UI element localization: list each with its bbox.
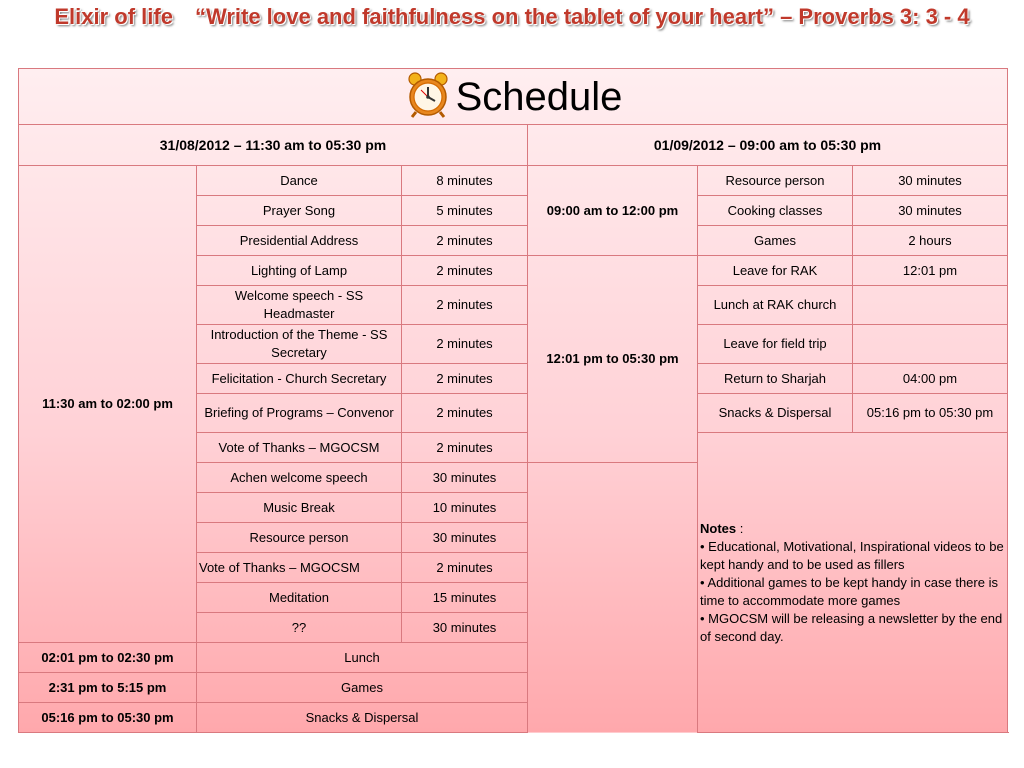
day2-duration: 30 minutes bbox=[853, 196, 1008, 226]
day1-duration: 30 minutes bbox=[402, 613, 528, 643]
day1-duration: 2 minutes bbox=[402, 325, 528, 364]
day1-duration: 2 minutes bbox=[402, 256, 528, 286]
day1-event: Felicitation - Church Secretary bbox=[197, 364, 402, 394]
day1-duration: 2 minutes bbox=[402, 286, 528, 325]
notes-panel bbox=[698, 433, 1008, 733]
day1-duration: 2 minutes bbox=[402, 553, 528, 583]
schedule-table bbox=[18, 68, 1008, 733]
day2-duration: 05:16 pm to 05:30 pm bbox=[853, 394, 1008, 433]
notes-item: • MGOCSM will be releasing a newsletter by the end of second day. bbox=[700, 610, 1003, 644]
day2-event: Lunch at RAK church bbox=[698, 286, 853, 325]
day2-duration: 12:01 pm bbox=[853, 256, 1008, 286]
day1-duration: 15 minutes bbox=[402, 583, 528, 613]
day1-duration: 5 minutes bbox=[402, 196, 528, 226]
day1-afternoon-time: 05:16 pm to 05:30 pm bbox=[19, 703, 197, 733]
day2-event: Resource person bbox=[698, 166, 853, 196]
day1-duration: 2 minutes bbox=[402, 433, 528, 463]
day1-duration: 8 minutes bbox=[402, 166, 528, 196]
day2-duration bbox=[853, 286, 1008, 325]
day1-duration: 2 minutes bbox=[402, 394, 528, 433]
day1-event: Achen welcome speech bbox=[197, 463, 402, 493]
day1-event: Briefing of Programs – Convenor bbox=[197, 394, 402, 433]
day1-afternoon-event: Games bbox=[197, 673, 528, 703]
day2-morning-time: 09:00 am to 12:00 pm bbox=[528, 166, 698, 256]
day1-event: Vote of Thanks – MGOCSM bbox=[197, 433, 402, 463]
day2-event: Leave for field trip bbox=[698, 325, 853, 364]
day2-duration bbox=[853, 325, 1008, 364]
day1-afternoon-time: 02:01 pm to 02:30 pm bbox=[19, 643, 197, 673]
day1-duration: 2 minutes bbox=[402, 364, 528, 394]
day1-afternoon-event: Lunch bbox=[197, 643, 528, 673]
day2-event: Leave for RAK bbox=[698, 256, 853, 286]
day1-event: Meditation bbox=[197, 583, 402, 613]
day1-event: Prayer Song bbox=[197, 196, 402, 226]
banner-right-text: “Write love and faithfulness on the tablet of your heart” – Proverbs 3: 3 - 4 bbox=[194, 4, 970, 29]
day1-event: Music Break bbox=[197, 493, 402, 523]
day2-duration: 04:00 pm bbox=[853, 364, 1008, 394]
day1-event: Presidential Address bbox=[197, 226, 402, 256]
day1-event: Lighting of Lamp bbox=[197, 256, 402, 286]
notes-item: • Educational, Motivational, Inspirational videos to be kept handy and to be used as fillers bbox=[700, 538, 1004, 572]
day1-block-time: 11:30 am to 02:00 pm bbox=[19, 166, 197, 643]
day2-event: Return to Sharjah bbox=[698, 364, 853, 394]
day2-afternoon-time: 12:01 pm to 05:30 pm bbox=[528, 256, 698, 463]
notes-heading: Notes bbox=[700, 520, 737, 536]
day1-header: 31/08/2012 – 11:30 am to 05:30 pm bbox=[19, 125, 528, 166]
notes-colon: : bbox=[736, 520, 744, 536]
day1-afternoon-time: 2:31 pm to 5:15 pm bbox=[19, 673, 197, 703]
day2-duration: 2 hours bbox=[853, 226, 1008, 256]
day2-duration: 30 minutes bbox=[853, 166, 1008, 196]
day1-event: Welcome speech - SS Headmaster bbox=[197, 286, 402, 325]
day2-event: Cooking classes bbox=[698, 196, 853, 226]
title-cell bbox=[19, 69, 1008, 125]
day1-duration: 30 minutes bbox=[402, 463, 528, 493]
alarm-clock-icon bbox=[404, 70, 452, 123]
day1-duration: 10 minutes bbox=[402, 493, 528, 523]
day1-event: Introduction of the Theme - SS Secretary bbox=[197, 325, 402, 364]
day1-duration: 2 minutes bbox=[402, 226, 528, 256]
page-title: Schedule bbox=[455, 74, 623, 119]
day1-duration: 30 minutes bbox=[402, 523, 528, 553]
day2-event: Games bbox=[698, 226, 853, 256]
day2-header: 01/09/2012 – 09:00 am to 05:30 pm bbox=[528, 125, 1008, 166]
day1-event: ?? bbox=[197, 613, 402, 643]
day1-afternoon-event: Snacks & Dispersal bbox=[197, 703, 528, 733]
day1-event: Dance bbox=[197, 166, 402, 196]
day1-event: Resource person bbox=[197, 523, 402, 553]
banner-left-text: Elixir of life bbox=[54, 4, 173, 29]
notes-item: • Additional games to be kept handy in case there is time to accommodate more games bbox=[700, 574, 998, 608]
day2-event: Snacks & Dispersal bbox=[698, 394, 853, 433]
banner-quote bbox=[0, 4, 1024, 30]
day1-event: Vote of Thanks – MGOCSM bbox=[197, 553, 402, 583]
